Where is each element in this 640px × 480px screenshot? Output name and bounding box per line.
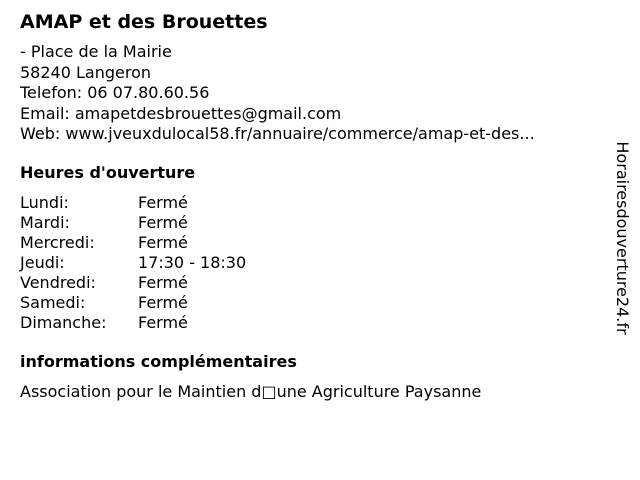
hours-value: Fermé: [138, 292, 188, 312]
phone-line: [20, 83, 610, 104]
day-label: Mardi:: [20, 212, 70, 232]
day-label: Jeudi:: [20, 252, 65, 272]
business-name: AMAP et des Brouettes: [20, 11, 268, 33]
hours-row: [20, 313, 246, 333]
hours-value: Fermé: [138, 192, 188, 212]
hours-value: Fermé: [138, 232, 188, 252]
hours-row: [20, 253, 246, 273]
hours-heading: Heures d'ouverture: [20, 162, 196, 182]
address-city: 58240 Langeron: [20, 62, 151, 82]
info-description: Association pour le Maintien d□une Agriculture Paysanne: [20, 381, 482, 401]
day-label: Vendredi:: [20, 272, 96, 292]
hours-value: 17:30 - 18:30: [138, 252, 247, 272]
hours-row: [20, 273, 246, 293]
info-heading: informations complémentaires: [20, 351, 297, 371]
email-label: Email:: [20, 103, 70, 123]
web-link[interactable]: www.jveuxdulocal58.fr/annuaire/commerce/amap-et-des...: [65, 124, 535, 143]
email-line: [20, 104, 610, 125]
address-street: - Place de la Mairie: [20, 42, 172, 61]
web-label: Web:: [20, 124, 61, 143]
site-credit[interactable]: Horairesdouverture24.fr: [613, 141, 632, 335]
hours-value: Fermé: [138, 272, 188, 292]
day-label: Dimanche:: [20, 312, 107, 332]
web-line: [20, 124, 610, 145]
email-address[interactable]: amapetdesbrouettes@gmail.com: [74, 103, 342, 123]
phone-label: Telefon:: [20, 83, 83, 102]
hours-value: Fermé: [138, 312, 188, 332]
contact-block: [20, 42, 610, 145]
business-card: [20, 10, 610, 402]
opening-hours-table: [20, 193, 246, 333]
hours-row: [20, 233, 246, 253]
day-label: Mercredi:: [20, 232, 95, 252]
phone-number[interactable]: 06 07.80.60.56: [87, 83, 210, 102]
hours-row: [20, 213, 246, 233]
day-label: Samedi:: [20, 292, 86, 312]
day-label: Lundi:: [20, 192, 69, 212]
hours-row: [20, 193, 246, 213]
hours-value: Fermé: [138, 212, 188, 232]
hours-row: [20, 293, 246, 313]
